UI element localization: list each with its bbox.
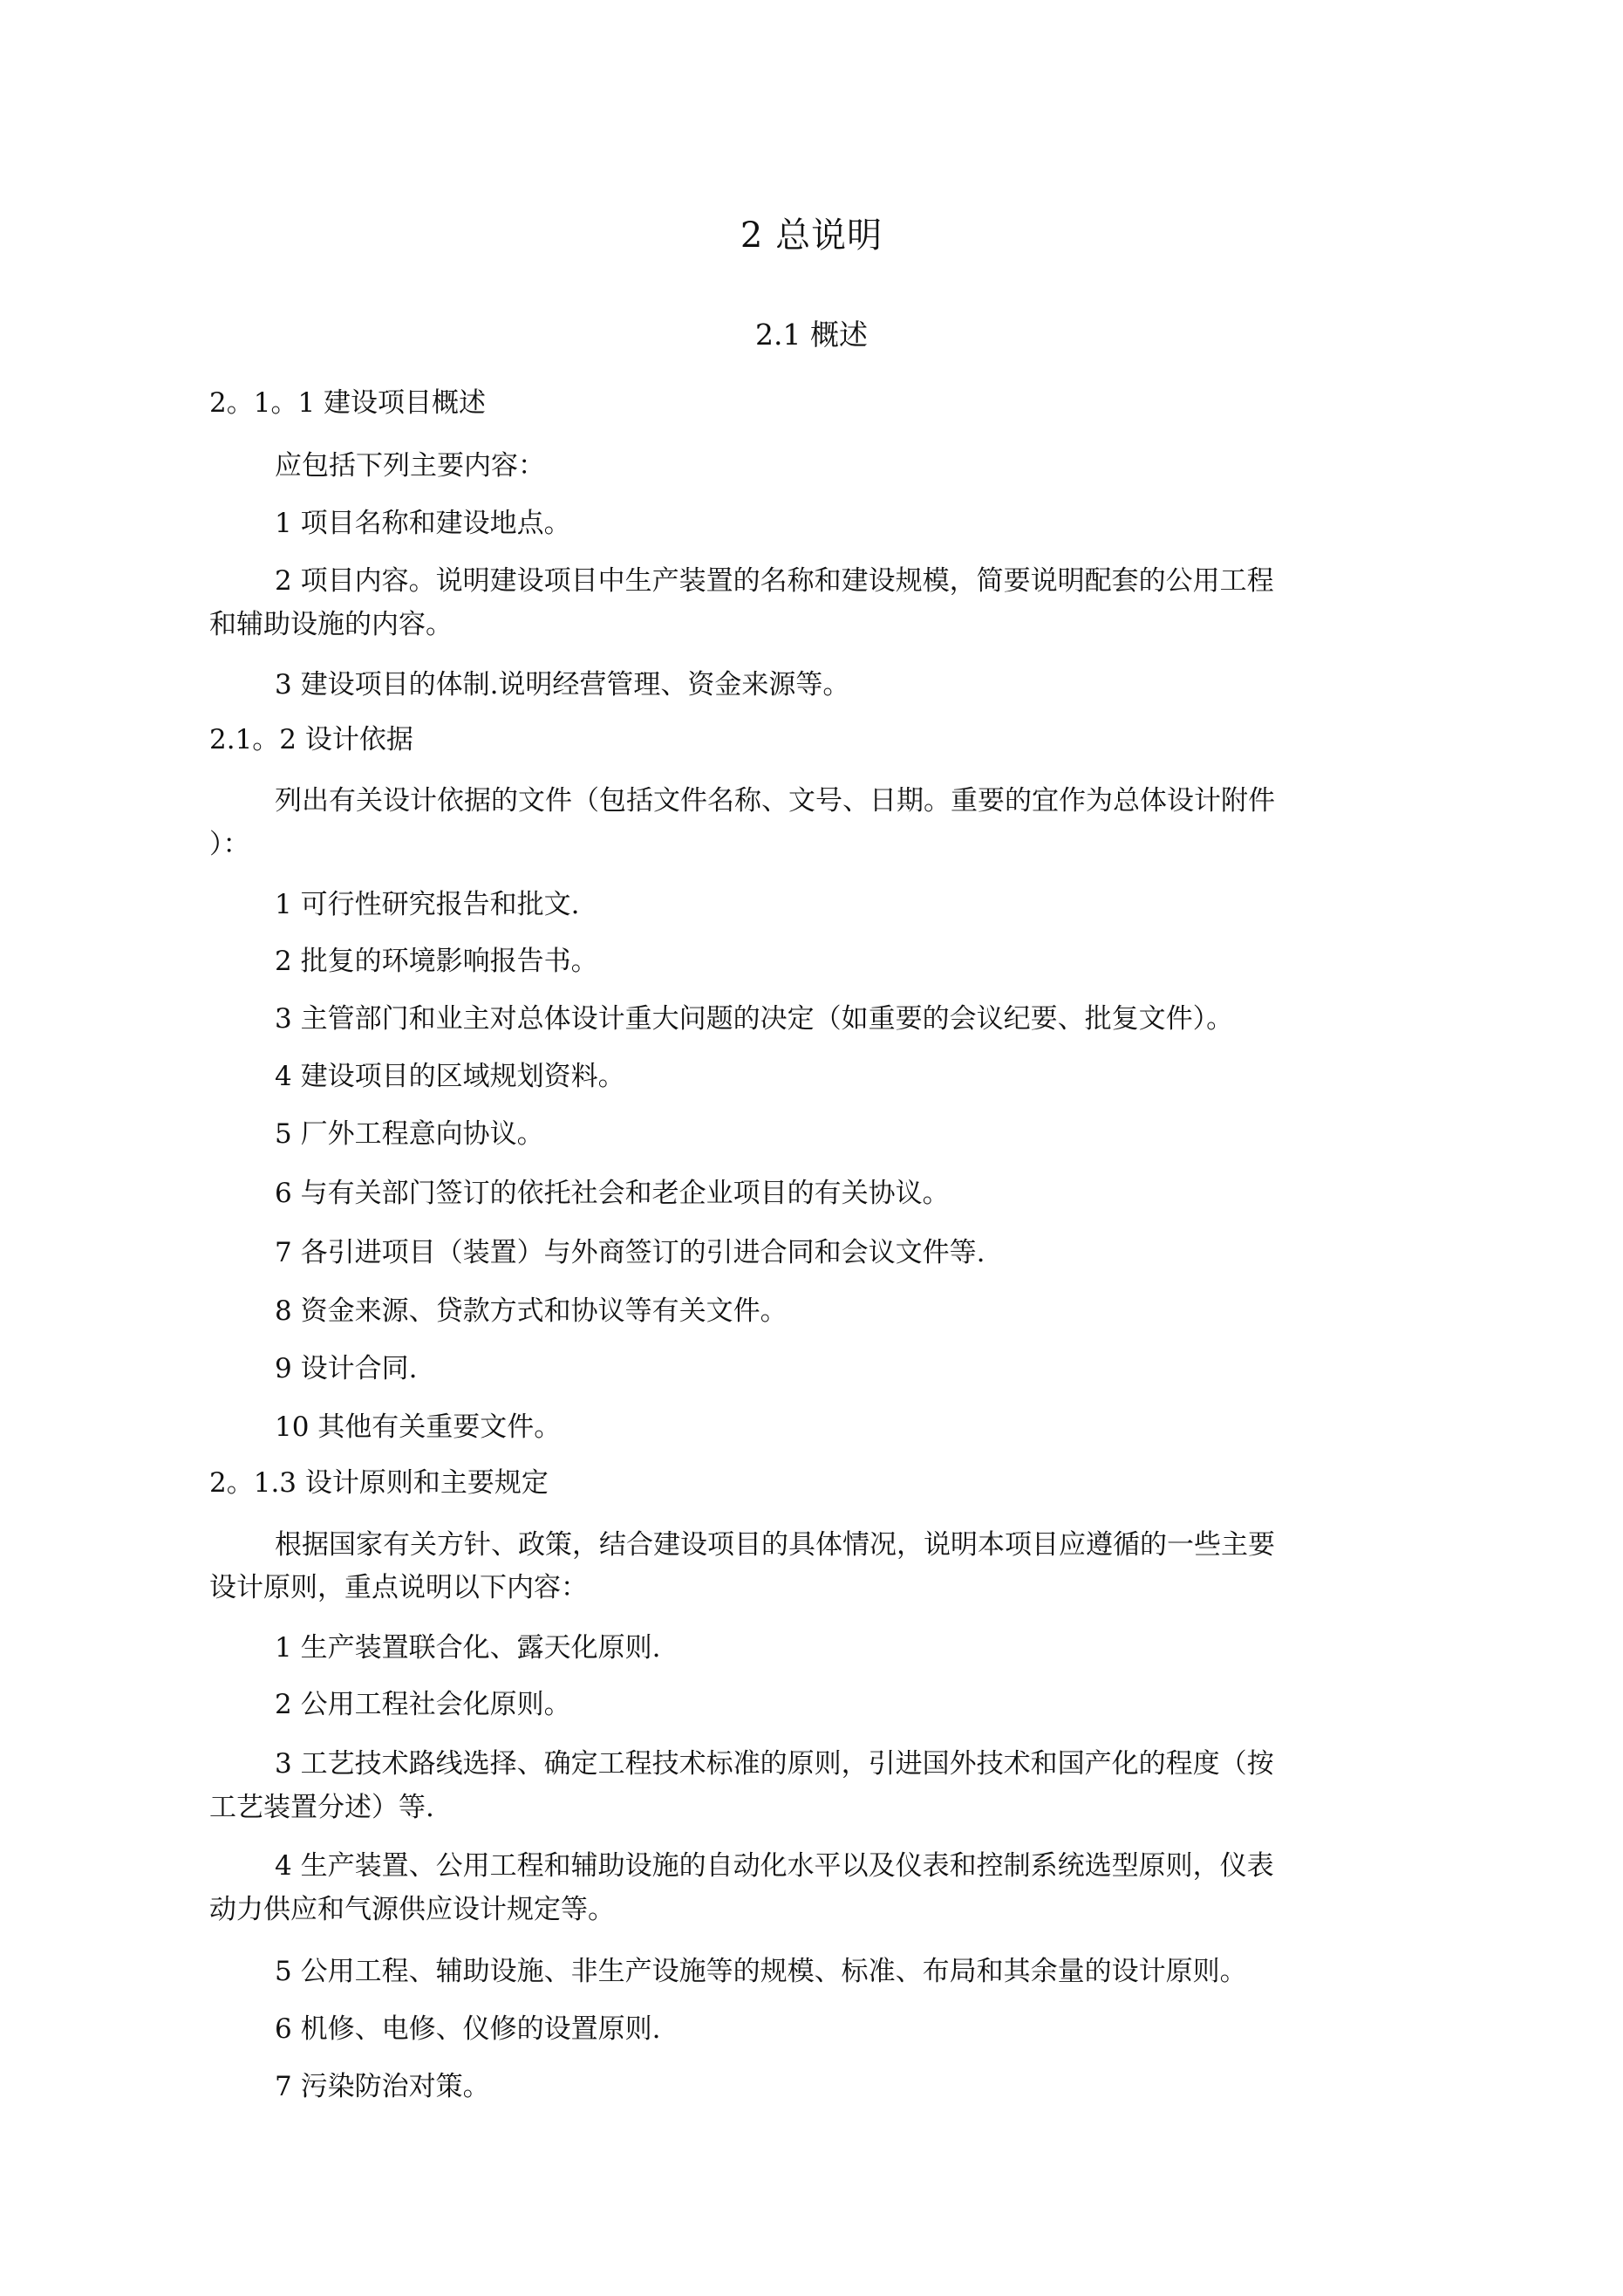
- paragraph-continuation: ）：: [209, 829, 250, 860]
- list-item: 7 污染防治对策。: [275, 2071, 490, 2102]
- subsection-heading: 2。1.3 设计原则和主要规定: [209, 1467, 549, 1499]
- paragraph-line: 列出有关设计依据的文件（包括文件名称、文号、日期。重要的宜作为总体设计附件: [275, 785, 1275, 817]
- list-item-continuation: 和辅助设施的内容。: [209, 609, 453, 640]
- list-item: 10 其他有关重要文件。: [275, 1411, 562, 1443]
- list-item-continuation: 动力供应和气源供应设计规定等。: [209, 1894, 615, 1925]
- list-item: 1 项目名称和建设地点。: [275, 508, 571, 539]
- list-item: 9 设计合同.: [275, 1353, 418, 1384]
- paragraph-line: 应包括下列主要内容：: [275, 450, 545, 482]
- paragraph-continuation: 设计原则，重点说明以下内容：: [209, 1572, 588, 1603]
- list-item: 4 生产装置、公用工程和辅助设施的自动化水平以及仪表和控制系统选型原则，仪表: [275, 1850, 1274, 1882]
- list-item: 1 可行性研究报告和批文.: [275, 889, 580, 920]
- list-item: 2 公用工程社会化原则。: [275, 1689, 571, 1720]
- list-item: 3 工艺技术路线选择、确定工程技术标准的原则，引进国外技术和国产化的程度（按: [275, 1748, 1274, 1780]
- section-title: 2.1 概述: [755, 318, 868, 352]
- list-item: 2 批复的环境影响报告书。: [275, 946, 598, 977]
- list-item: 7 各引进项目（装置）与外商签订的引进合同和会议文件等.: [275, 1237, 985, 1268]
- paragraph-line: 根据国家有关方针、政策，结合建设项目的具体情况，说明本项目应遵循的一些主要: [275, 1529, 1275, 1561]
- list-item: 1 生产装置联合化、露天化原则.: [275, 1632, 661, 1664]
- list-item: 5 公用工程、辅助设施、非生产设施等的规模、标准、布局和其余量的设计原则。: [275, 1956, 1247, 1987]
- page-title: 2 总说明: [740, 215, 883, 256]
- list-item: 6 与有关部门签订的依托社会和老企业项目的有关协议。: [275, 1178, 950, 1209]
- list-item: 5 厂外工程意向协议。: [275, 1118, 544, 1150]
- list-item: 4 建设项目的区域规划资料。: [275, 1061, 625, 1092]
- list-item: 6 机修、电修、仪修的设置原则.: [275, 2013, 661, 2045]
- subsection-heading: 2。1。1 建设项目概述: [209, 387, 487, 419]
- list-item: 3 建设项目的体制.说明经营管理、资金来源等。: [275, 669, 850, 700]
- list-item: 2 项目内容。说明建设项目中生产装置的名称和建设规模，简要说明配套的公用工程: [275, 565, 1274, 597]
- list-item-continuation: 工艺装置分述）等.: [209, 1792, 434, 1823]
- subsection-heading: 2.1。2 设计依据: [209, 724, 413, 755]
- list-item: 3 主管部门和业主对总体设计重大问题的决定（如重要的会议纪要、批复文件）。: [275, 1003, 1234, 1035]
- list-item: 8 资金来源、贷款方式和协议等有关文件。: [275, 1295, 788, 1327]
